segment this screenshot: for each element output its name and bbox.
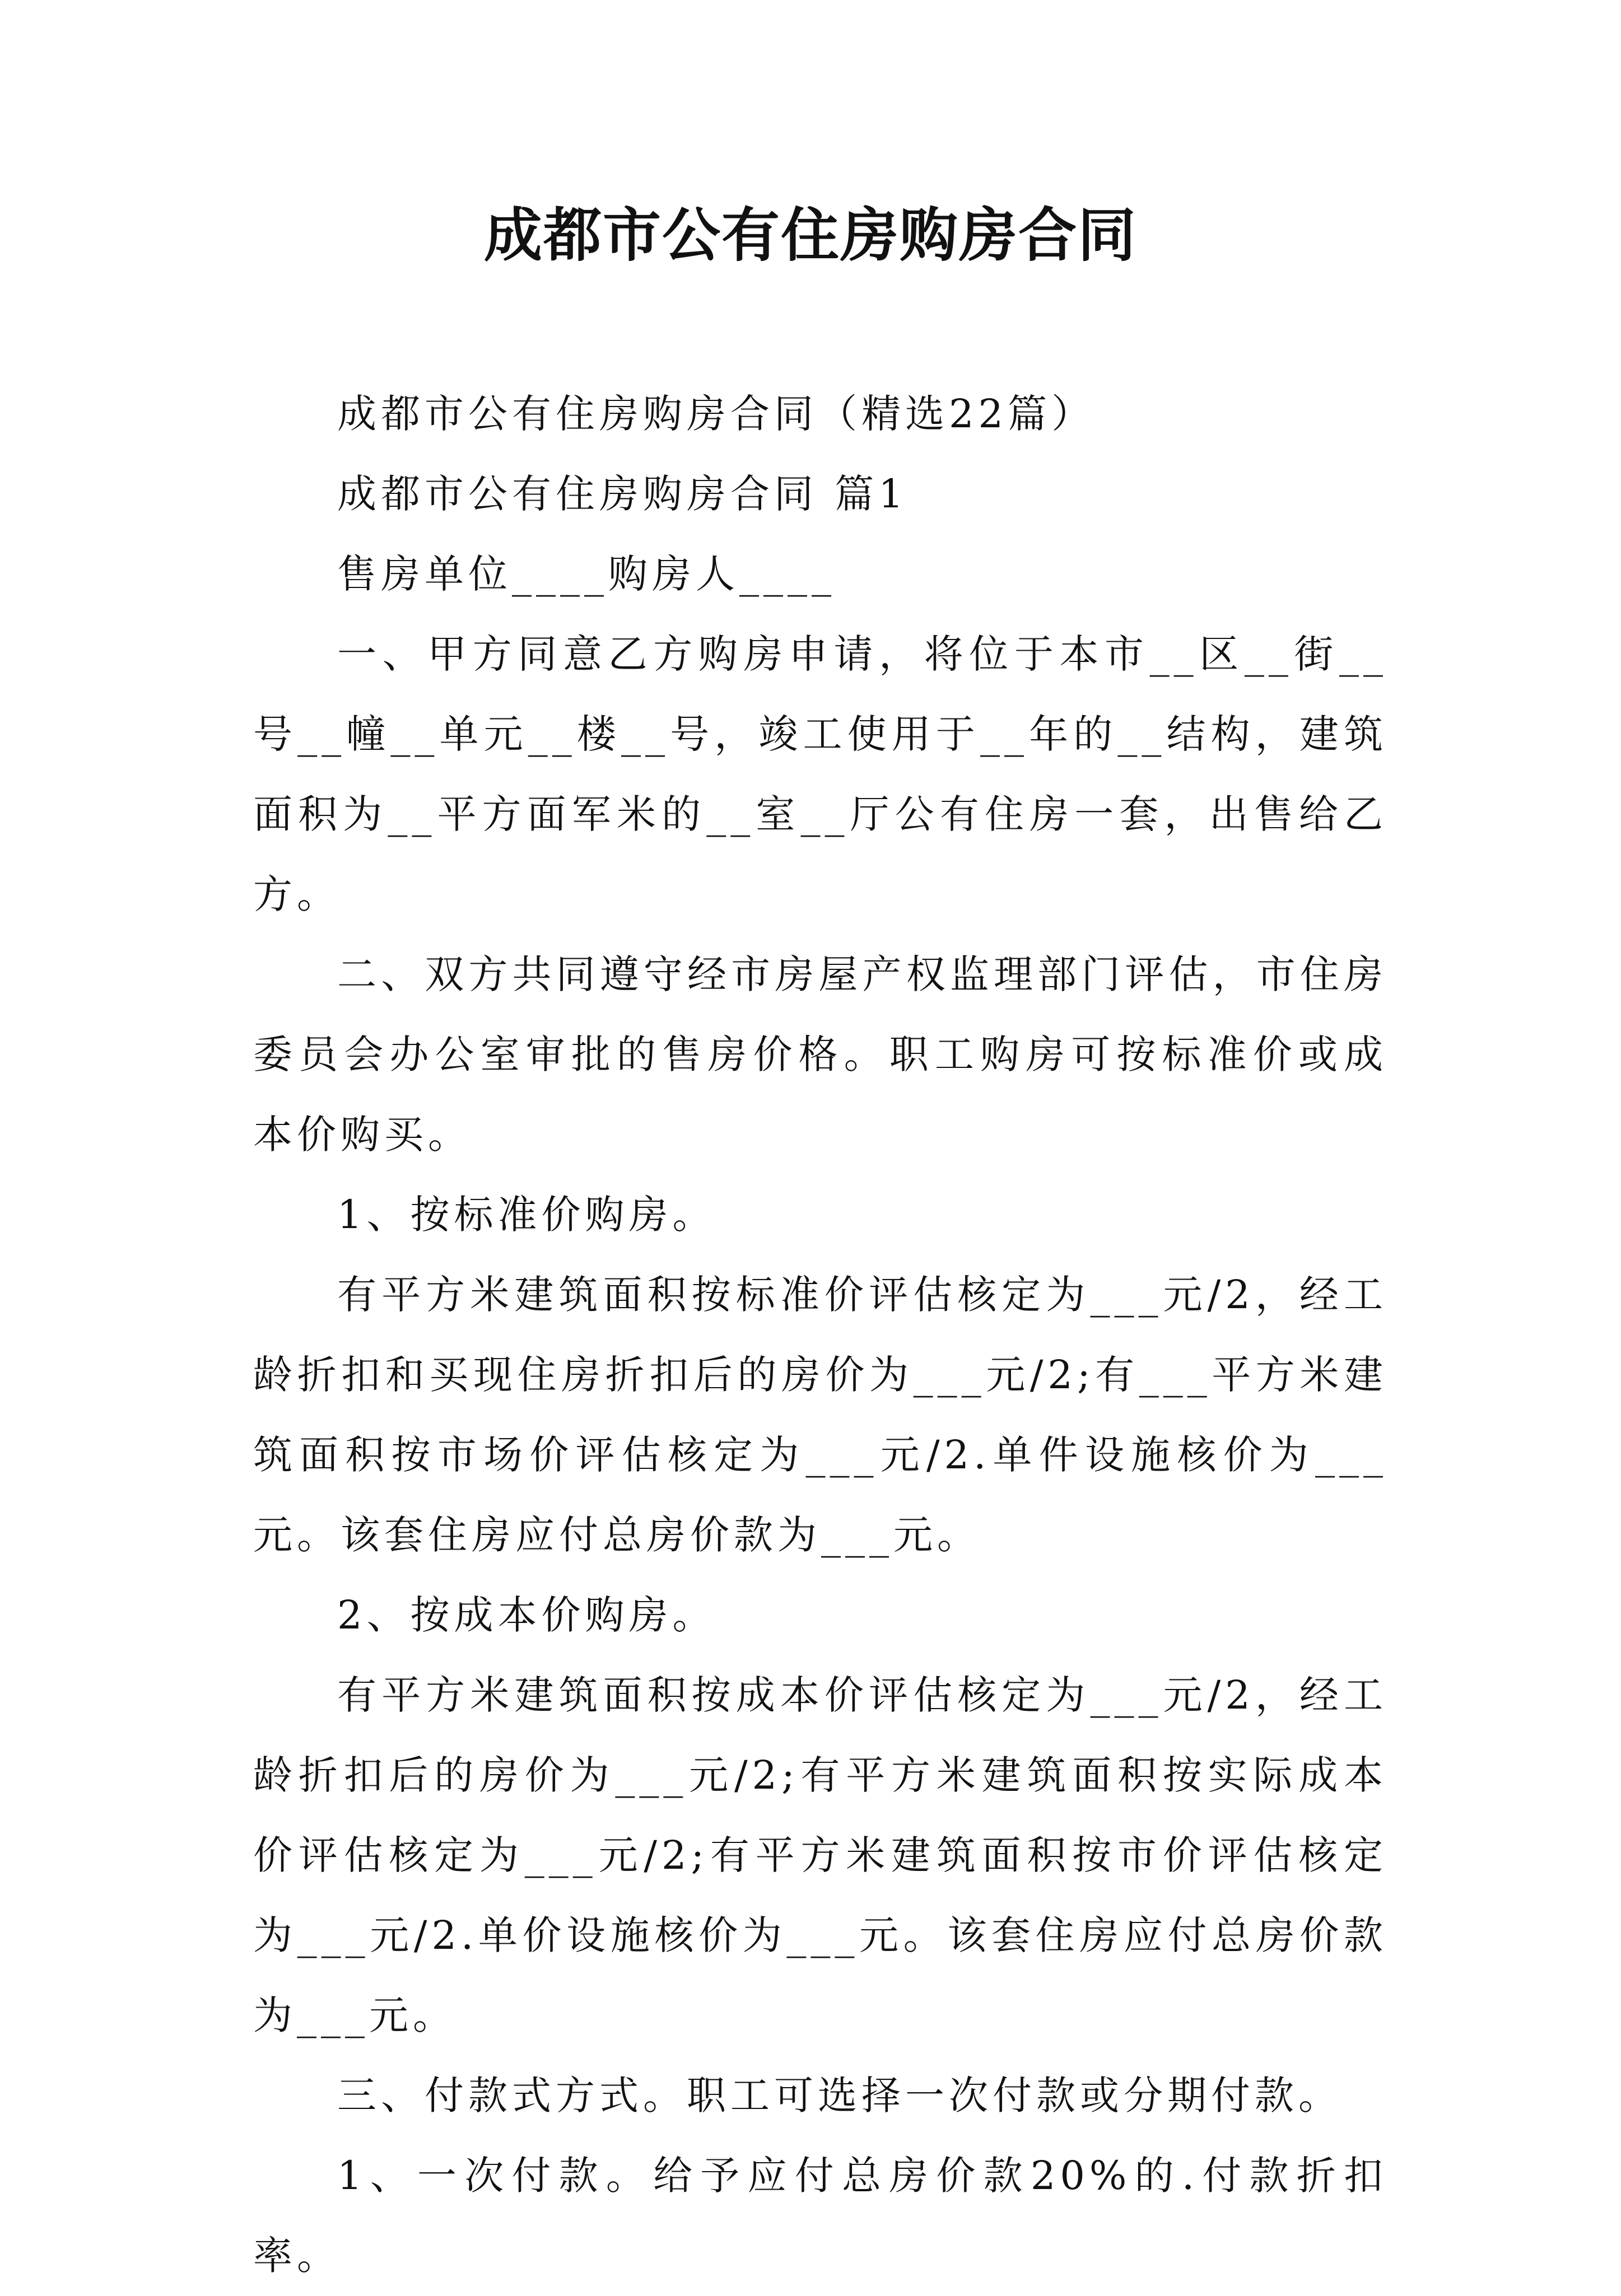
paragraph-clause-2: 二、双方共同遵守经市房屋产权监理部门评估，市住房委员会办公室审批的售房价格。职工购房可按标准价或成本价购买。 [253, 951, 1387, 1158]
paragraph-cost-price-heading: 2、按成本价购房。 [337, 1592, 716, 1638]
paragraph-subtitle: 成都市公有住房购房合同（精选22篇） [337, 391, 1096, 437]
paragraph-standard-price-heading: 1、按标准价购房。 [337, 1192, 716, 1238]
paragraph-section-heading: 成都市公有住房购房合同 篇1 [337, 471, 908, 517]
paragraph-standard-price-detail: 有平方米建筑面积按标准价评估核定为___元/2，经工龄折扣和买现住房折扣后的房价为___元/2;有___平方米建筑面积按市场价评估核定为___元/2.单件设施核价为___元。该套住房应付总房价款为___元。 [253, 1272, 1387, 1558]
document-body [253, 374, 1387, 2296]
paragraph-clause-3: 三、付款式方式。职工可选择一次付款或分期付款。 [337, 2073, 1342, 2118]
paragraph-cost-price-detail: 有平方米建筑面积按成本价评估核定为___元/2，经工龄折扣后的房价为___元/2;有平方米建筑面积按实际成本价评估核定为___元/2;有平方米建筑面积按市价评估核定为___元/2.单价设施核价为___元。该套住房应付总房价款为___元。 [253, 1672, 1387, 2038]
paragraph-lump-sum: 1、一次付款。给予应付总房价款20%的.付款折扣率。 [253, 2153, 1387, 2279]
document-title: 成都市公有住房购房合同 [483, 200, 1137, 269]
paragraph-clause-1: 一、甲方同意乙方购房申请，将位于本市__区__街__号__幢__单元__楼__号，竣工使用于__年的__结构，建筑面积为__平方面军米的__室__厅公有住房一套，出售给乙方。 [253, 631, 1387, 917]
paragraph-parties: 售房单位____购房人____ [337, 551, 836, 597]
